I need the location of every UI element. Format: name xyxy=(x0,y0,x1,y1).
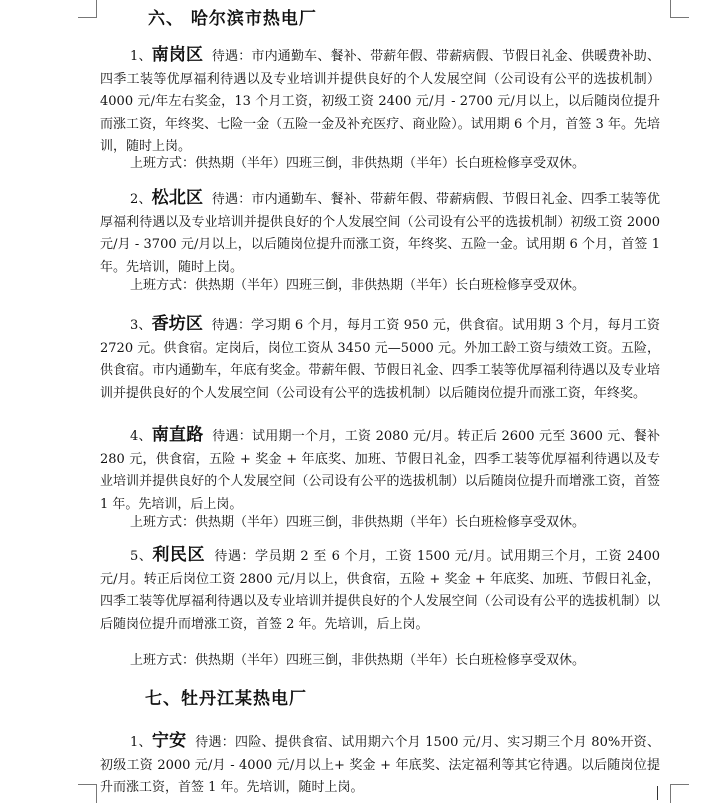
crop-mark-top-left xyxy=(78,0,97,18)
district-name-xiangfang: 香坊区 xyxy=(151,314,204,334)
district-name-limin: 利民区 xyxy=(152,545,206,565)
district-name-songbei: 松北区 xyxy=(151,188,204,208)
item-number: 3、 xyxy=(130,318,152,333)
paragraph-nangang xyxy=(100,44,660,159)
crop-mark-bottom-right xyxy=(670,784,689,803)
item-number: 2、 xyxy=(130,192,152,207)
shift-line-songbei: 上班方式：供热期（半年）四班三倒，非供热期（半年）长白班检修享受双休。 xyxy=(130,278,586,293)
section-heading-7: 七、牡丹江某热电厂 xyxy=(145,689,307,709)
item-text: 待遇：四险、提供食宿、试用期六个月 1500 元/月、实习期三个月 80%开资、初级工资 2000 元/月 - 4000 元/月以上+ 奖金 + 年底奖、法定福利等其它待遇。以后随岗位提升而涨工资，首签 1 年。先培训，随时上岗。 xyxy=(100,735,661,795)
item-number: 1、 xyxy=(130,49,152,64)
paragraph-songbei xyxy=(100,187,660,279)
paragraph-ningan xyxy=(100,730,660,800)
shift-line-limin: 上班方式：供热期（半年）四班三倒，非供热期（半年）长白班检修享受双休。 xyxy=(130,653,586,668)
text-cursor xyxy=(657,786,658,800)
section-heading-6: 六、 哈尔滨市热电厂 xyxy=(148,9,317,29)
paragraph-xiangfang xyxy=(100,313,660,405)
shift-line-nanzhilu: 上班方式：供热期（半年）四班三倒，非供热期（半年）长白班检修享受双休。 xyxy=(130,515,586,530)
crop-mark-top-right xyxy=(670,0,689,18)
district-name-ningan: 宁安 xyxy=(151,731,187,751)
district-name-nanzhilu: 南直路 xyxy=(151,425,204,445)
item-text: 待遇：试用期一个月，工资 2080 元/月。转正后 2600 元至 3600 元、餐补 280 元，供食宿，五险 + 奖金 + 年底奖、加班、节假日礼金，四季工装等优厚福利待遇以及专业培训并提供良好的个人发展空间（公司设有公平的选拔机制）以后随岗位提升而增涨工资，首签 1 年。先培训，后上岗。 xyxy=(100,429,661,512)
district-name-nangang: 南岗区 xyxy=(151,45,204,65)
item-number: 1、 xyxy=(130,735,152,750)
shift-line-nangang: 上班方式：供热期（半年）四班三倒，非供热期（半年）长白班检修享受双休。 xyxy=(130,156,586,171)
crop-mark-bottom-left xyxy=(78,784,97,803)
item-text: 待遇：学习期 6 个月，每月工资 950 元，供食宿。试用期 3 个月，每月工资 2720 元。供食宿。定岗后，岗位工资从 3450 元—5000 元。外加工龄工资与绩效工资。五险，供食宿。市内通勤车，年底有奖金。带薪年假、节假日礼金、四季工装等优厚福利待遇以及专业培训并提供良好的个人发展空间（公司设有公平的选拔机制）以后随岗位提升而涨工资，年终奖。 xyxy=(100,318,661,401)
item-text: 待遇：市内通勤车、餐补、带薪年假、带薪病假、节假日礼金、四季工装等优厚福利待遇以及专业培训并提供良好的个人发展空间（公司设有公平的选拔机制）初级工资 2000 元/月 - 3700 元/月以上，以后随岗位提升而涨工资，年终奖、五险一金。试用期 6 个月，首签 1 年。先培训，随时上岗。 xyxy=(100,192,660,275)
item-number: 5、 xyxy=(130,549,153,564)
paragraph-nanzhilu xyxy=(100,424,660,516)
item-text: 待遇：市内通勤车、餐补、带薪年假、带薪病假、节假日礼金、供暖费补助、四季工装等优厚福利待遇以及专业培训并提供良好的个人发展空间（公司设有公平的选拔机制）4000 元/年左右奖金，13 个月工资，初级工资 2400 元/月 - 2700 元/月以上，以后随岗位提升而涨工资，年终奖、七险一金（五险一金及补充医疗、商业险）。试用期 6 个月，首签 3 年。先培训，随时上岗。 xyxy=(100,49,660,154)
paragraph-limin xyxy=(100,544,660,636)
item-number: 4、 xyxy=(130,429,152,444)
item-text: 待遇：学员期 2 至 6 个月，工资 1500 元/月。试用期三个月，工资 2400 元/月。转正后岗位工资 2800 元/月以上，供食宿，五险 + 奖金 + 年底奖、加班、节假日礼金，四季工装等优厚福利待遇以及专业培训并提供良好的个人发展空间（公司设有公平的选拔机制）以后随岗位提升而增涨工资，首签 2 年。先培训，后上岗。 xyxy=(100,549,660,632)
